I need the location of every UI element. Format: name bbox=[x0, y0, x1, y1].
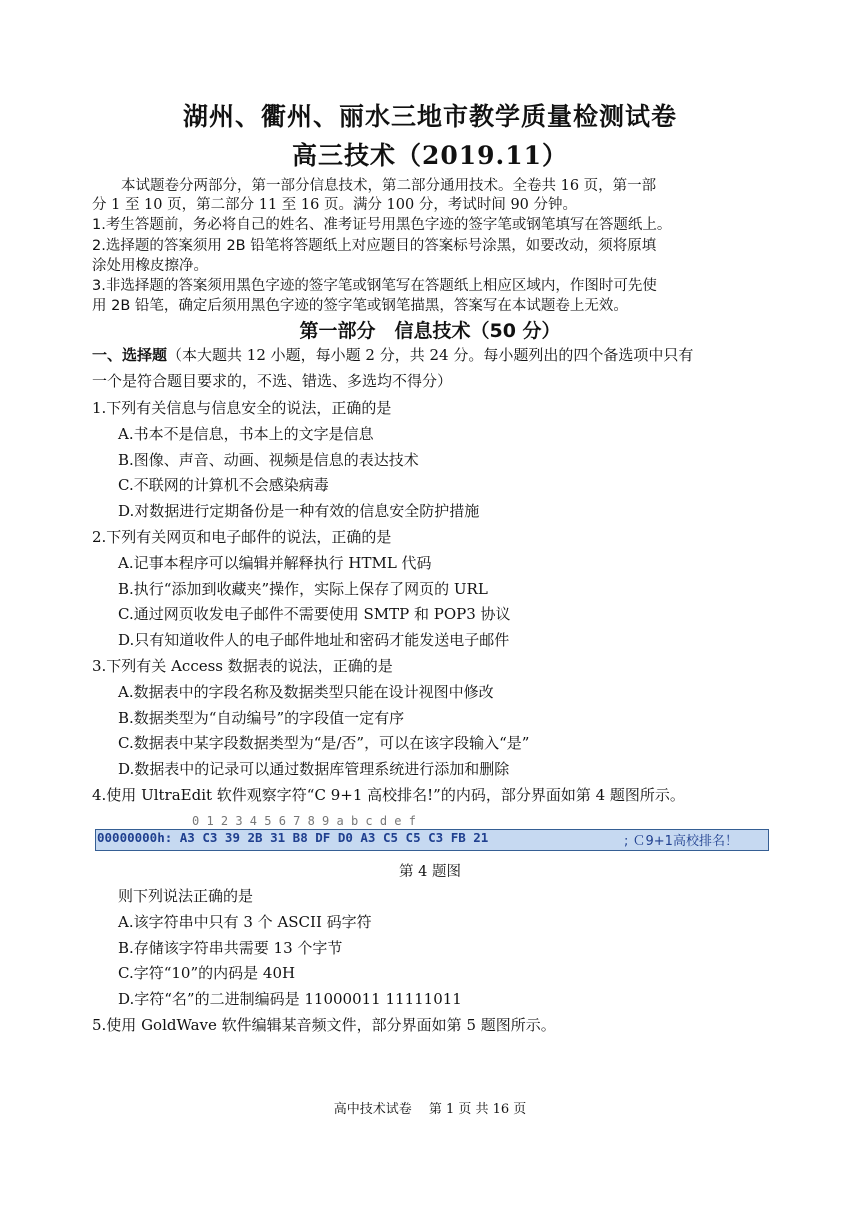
question-stem: 2.下列有关网页和电子邮件的说法，正确的是 bbox=[92, 528, 392, 546]
intro-line: 本试题卷分两部分，第一部分信息技术，第二部分通用技术。全卷共 16 页，第一部 bbox=[92, 178, 657, 194]
option: C.通过网页收发电子邮件不需要使用 SMTP 和 POP3 协议 bbox=[118, 605, 511, 623]
page-footer: 高中技术试卷 第 1 页 共 16 页 bbox=[333, 1102, 527, 1117]
option: B.数据类型为“自动编号”的字段值一定有序 bbox=[118, 709, 405, 727]
option: A.记事本程序可以编辑并解释执行 HTML 代码 bbox=[118, 554, 432, 572]
question-stem: 4.使用 UltraEdit 软件观察字符“C 9+1 高校排名!”的内码，部分界面如第 4 题图所示。 bbox=[92, 786, 685, 804]
option: A.数据表中的字段名称及数据类型只能在设计视图中修改 bbox=[118, 683, 494, 701]
option: B.执行“添加到收藏夹”操作，实际上保存了网页的 URL bbox=[118, 580, 488, 598]
instruction-line: 2.选择题的答案须用 2B 铅笔将答题纸上对应题目的答案标号涂黑，如要改动，须将原填 bbox=[92, 238, 657, 254]
instruction-line: 用 2B 铅笔，确定后须用黑色字迹的签字笔或钢笔描黑，答案写在本试题卷上无效。 bbox=[92, 298, 628, 314]
option: D.数据表中的记录可以通过数据库管理系统进行添加和删除 bbox=[118, 760, 510, 778]
option: D.字符“名”的二进制编码是 11000011 11111011 bbox=[118, 990, 462, 1008]
part1-description bbox=[92, 345, 693, 365]
option: C.不联网的计算机不会感染病毒 bbox=[118, 476, 329, 494]
option: A.该字符串中只有 3 个 ASCII 码字符 bbox=[118, 913, 372, 931]
option: B.图像、声音、动画、视频是信息的表达技术 bbox=[118, 451, 419, 469]
option: C.数据表中某字段数据类型为“是/否”，可以在该字段输入“是” bbox=[118, 734, 530, 752]
option: B.存储该字符串共需要 13 个字节 bbox=[118, 939, 343, 957]
hex-text-preview: ; Ｃ9+1高校排名！ bbox=[624, 834, 738, 849]
section-title: 第一部分 信息技术（50 分） bbox=[299, 320, 561, 342]
exam-title: 湖州、衢州、丽水三地市教学质量检测试卷 bbox=[182, 102, 677, 131]
question-stem: 1.下列有关信息与信息安全的说法，正确的是 bbox=[92, 399, 392, 417]
question-prompt: 则下列说法正确的是 bbox=[118, 887, 254, 905]
hex-column-header: 0 1 2 3 4 5 6 7 8 9 a b c d e f bbox=[192, 814, 416, 828]
question-stem: 3.下列有关 Access 数据表的说法，正确的是 bbox=[92, 657, 393, 675]
exam-subtitle: 高三技术（2019.11） bbox=[291, 141, 569, 170]
instruction-line: 3.非选择题的答案须用黑色字迹的签字笔或钢笔写在答题纸上相应区域内，作图时可先使 bbox=[92, 278, 657, 294]
option: A.书本不是信息，书本上的文字是信息 bbox=[118, 425, 374, 443]
part1-desc: （本大题共 12 小题，每小题 2 分，共 24 分。每小题列出的四个备选项中只有 bbox=[167, 346, 694, 364]
instruction-line: 涂处用橡皮擦净。 bbox=[92, 258, 208, 274]
part1-desc-cont: 一个是符合题目要求的，不选、错选、多选均不得分） bbox=[92, 372, 453, 390]
instruction-line: 1.考生答题前，务必将自己的姓名、准考证号用黑色字迹的签字笔或钢笔填写在答题纸上。 bbox=[92, 217, 672, 233]
option: D.只有知道收件人的电子邮件地址和密码才能发送电子邮件 bbox=[118, 631, 510, 649]
option: C.字符“10”的内码是 40H bbox=[118, 964, 296, 982]
figure-caption: 第 4 题图 bbox=[399, 864, 461, 880]
option: D.对数据进行定期备份是一种有效的信息安全防护措施 bbox=[118, 502, 480, 520]
part1-heading: 一、选择题 bbox=[92, 346, 168, 364]
question-stem: 5.使用 GoldWave 软件编辑某音频文件，部分界面如第 5 题图所示。 bbox=[92, 1016, 556, 1034]
hex-bytes: 00000000h: A3 C3 39 2B 31 B8 DF D0 A3 C5 C5 C3 FB 21 bbox=[97, 830, 489, 845]
intro-line: 分 1 至 10 页，第二部分 11 至 16 页。满分 100 分，考试时间 90 分钟。 bbox=[92, 197, 578, 213]
